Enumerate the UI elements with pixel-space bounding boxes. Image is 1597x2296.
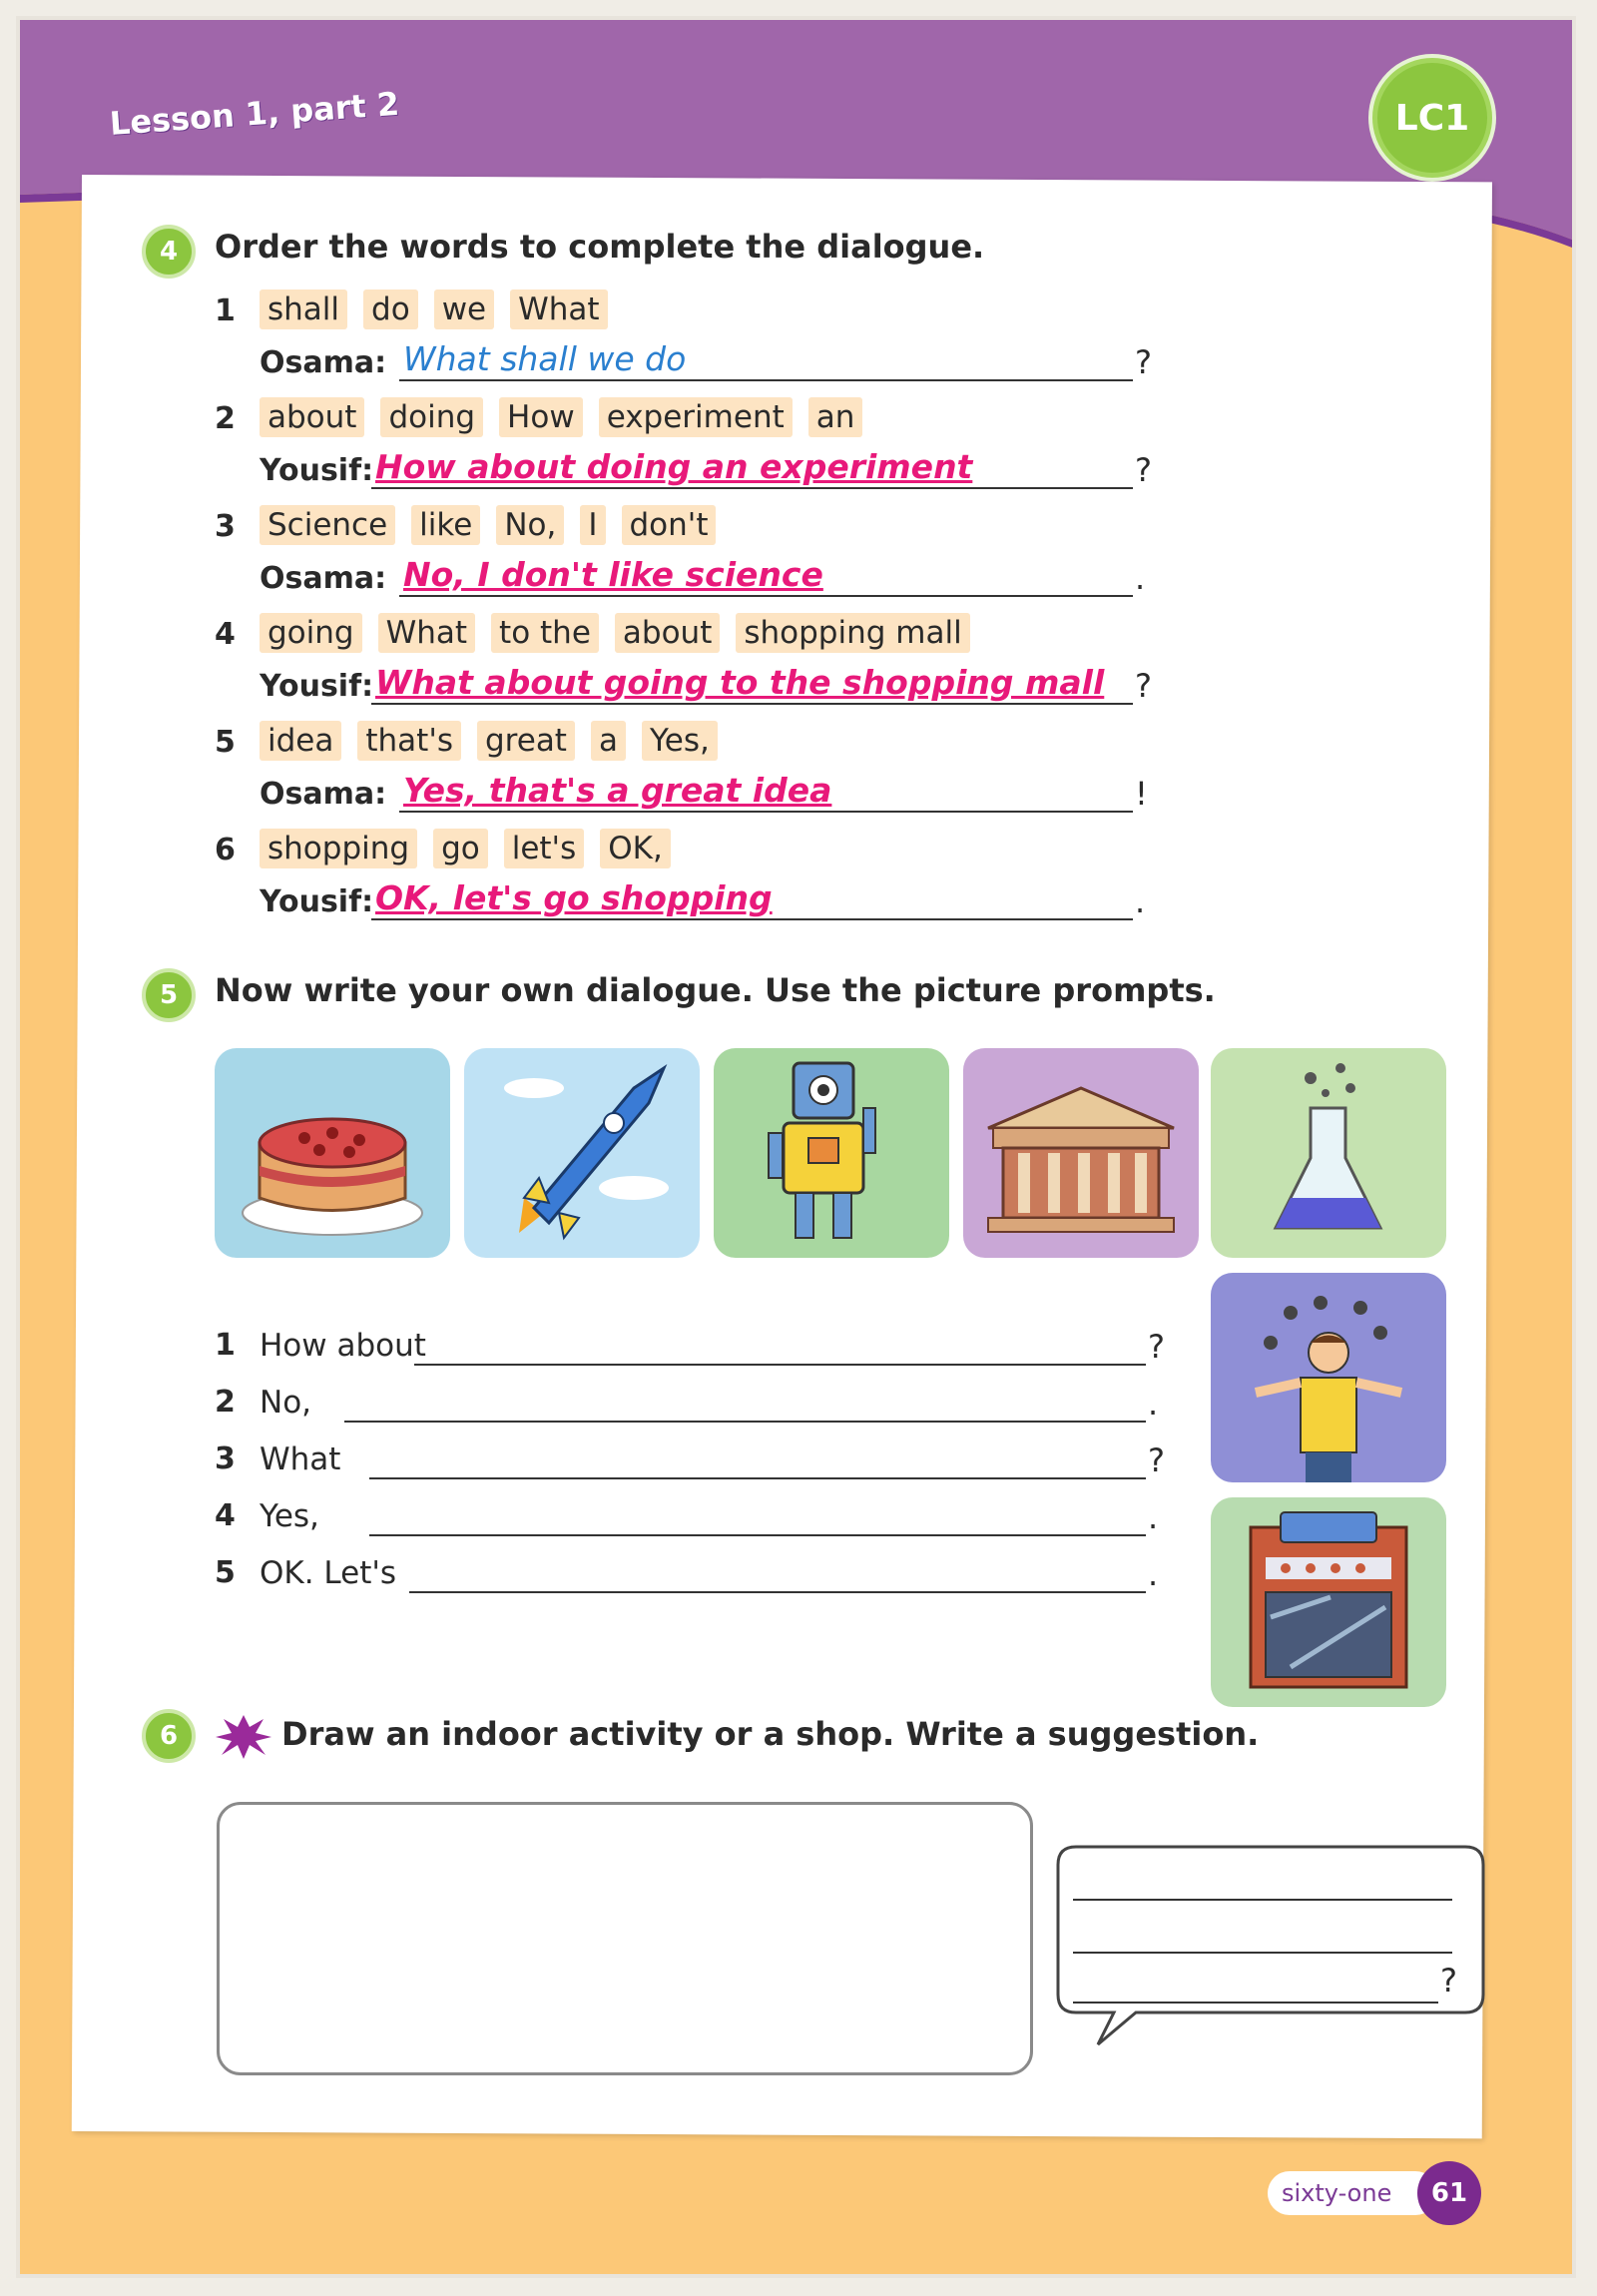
exercise-5-line-start: No,	[260, 1385, 312, 1421]
word-chip: an	[808, 397, 863, 437]
word-chip: What	[378, 613, 475, 653]
exercise-5-line-start: How about	[260, 1328, 426, 1364]
speaker-label: Osama:	[260, 777, 387, 812]
end-punctuation: .	[1148, 1498, 1159, 1536]
writing-line[interactable]	[414, 1324, 1146, 1366]
shop-picture	[1211, 1497, 1446, 1707]
word-chip: idea	[260, 721, 341, 761]
word-chip: going	[260, 613, 362, 653]
page-number: 61	[1417, 2161, 1481, 2225]
exercise-5-line-start: OK. Let's	[260, 1555, 397, 1591]
word-chip: that's	[357, 721, 461, 761]
word-chip: do	[363, 289, 418, 329]
word-chip: shopping mall	[736, 613, 969, 653]
word-chips	[260, 397, 862, 437]
word-chip: like	[411, 505, 480, 545]
exercise-5-number: 5	[142, 968, 196, 1022]
word-chip: shopping	[260, 829, 417, 868]
exercise-5-line-start: Yes,	[260, 1498, 319, 1534]
answer-text: What shall we do	[403, 339, 687, 378]
word-chips	[260, 289, 608, 329]
answer-text: How about doing an experiment	[375, 447, 973, 486]
word-chip: doing	[380, 397, 483, 437]
end-punctuation: !	[1135, 775, 1148, 813]
word-chips	[260, 613, 970, 653]
exercise-4-item-number: 2	[215, 401, 236, 436]
word-chip: go	[433, 829, 488, 868]
word-chip: let's	[504, 829, 585, 868]
word-chip: How	[499, 397, 583, 437]
lesson-badge: LC1	[1372, 58, 1492, 178]
answer-text: No, I don't like science	[403, 555, 823, 594]
bubble-line-1[interactable]	[1073, 1859, 1452, 1901]
exercise-5-instruction: Now write your own dialogue. Use the picture prompts.	[215, 971, 1216, 1009]
word-chips	[260, 505, 716, 545]
exercise-5-line-number: 2	[215, 1385, 236, 1420]
word-chip: a	[591, 721, 626, 761]
word-chip: about	[260, 397, 364, 437]
exercise-4-item-number: 6	[215, 833, 236, 867]
answer-text: OK, let's go shopping	[375, 878, 773, 917]
writing-line[interactable]	[409, 1551, 1146, 1593]
drawing-box[interactable]	[217, 1802, 1033, 2075]
exercise-5-line-number: 1	[215, 1328, 236, 1363]
speaker-label: Osama:	[260, 345, 387, 380]
cake-icon	[215, 1048, 450, 1258]
writing-line[interactable]	[369, 1494, 1146, 1536]
writing-line[interactable]	[344, 1381, 1146, 1423]
exercise-4-item-number: 4	[215, 617, 236, 652]
lesson-title: Lesson 1, part 2	[108, 84, 401, 143]
word-chip: What	[510, 289, 607, 329]
speaker-label: Yousif:	[260, 884, 374, 919]
end-punctuation: .	[1148, 1555, 1159, 1593]
word-chip: I	[580, 505, 605, 545]
end-punctuation: ?	[1135, 343, 1152, 381]
science-flask-picture	[1211, 1048, 1446, 1258]
speaker-label: Osama:	[260, 561, 387, 596]
flask-icon	[1211, 1048, 1446, 1258]
exercise-5-line-start: What	[260, 1441, 341, 1477]
end-punctuation: ?	[1135, 451, 1152, 489]
word-chip: we	[434, 289, 494, 329]
word-chips	[260, 829, 671, 868]
exercise-6-number: 6	[142, 1709, 196, 1763]
end-punctuation: .	[1135, 882, 1146, 920]
word-chip: to the	[491, 613, 599, 653]
shop-icon	[1211, 1497, 1446, 1707]
exercise-4-instruction: Order the words to complete the dialogue.	[215, 228, 985, 266]
end-punctuation: ?	[1135, 667, 1152, 705]
bubble-line-3[interactable]	[1073, 1962, 1438, 2004]
word-chip: don't	[622, 505, 717, 545]
paint-splat-icon	[212, 1707, 275, 1763]
answer-text: What about going to the shopping mall	[375, 663, 1105, 702]
word-chip: about	[615, 613, 720, 653]
rocket-icon	[464, 1048, 700, 1258]
end-punctuation: ?	[1148, 1328, 1165, 1366]
word-chips	[260, 721, 718, 761]
bubble-line-2[interactable]	[1073, 1912, 1452, 1954]
exercise-5-line-number: 4	[215, 1498, 236, 1533]
answer-text: Yes, that's a great idea	[403, 771, 832, 810]
word-chip: experiment	[599, 397, 793, 437]
museum-icon	[963, 1048, 1199, 1258]
cake-picture	[215, 1048, 450, 1258]
writing-line[interactable]	[369, 1437, 1146, 1479]
page-word: sixty-one	[1268, 2171, 1437, 2215]
robot-picture	[714, 1048, 949, 1258]
exercise-6-instruction: Draw an indoor activity or a shop. Write a suggestion.	[281, 1715, 1260, 1753]
juggler-picture	[1211, 1273, 1446, 1482]
bubble-end-punctuation: ?	[1440, 1962, 1457, 2000]
rocket-picture	[464, 1048, 700, 1258]
speaker-label: Yousif:	[260, 453, 374, 488]
end-punctuation: .	[1135, 559, 1146, 597]
word-chip: OK,	[600, 829, 671, 868]
end-punctuation: ?	[1148, 1441, 1165, 1479]
exercise-4-item-number: 3	[215, 509, 236, 544]
exercise-4-item-number: 5	[215, 725, 236, 760]
exercise-5-line-number: 3	[215, 1441, 236, 1476]
word-chip: Yes,	[642, 721, 718, 761]
exercise-5-line-number: 5	[215, 1555, 236, 1590]
word-chip: shall	[260, 289, 347, 329]
speaker-label: Yousif:	[260, 669, 374, 704]
end-punctuation: .	[1148, 1385, 1159, 1423]
exercise-4-number: 4	[142, 225, 196, 279]
robot-icon	[714, 1048, 949, 1258]
museum-picture	[963, 1048, 1199, 1258]
word-chip: No,	[496, 505, 564, 545]
juggler-icon	[1211, 1273, 1446, 1482]
word-chip: great	[477, 721, 575, 761]
word-chip: Science	[260, 505, 395, 545]
exercise-4-item-number: 1	[215, 293, 236, 328]
